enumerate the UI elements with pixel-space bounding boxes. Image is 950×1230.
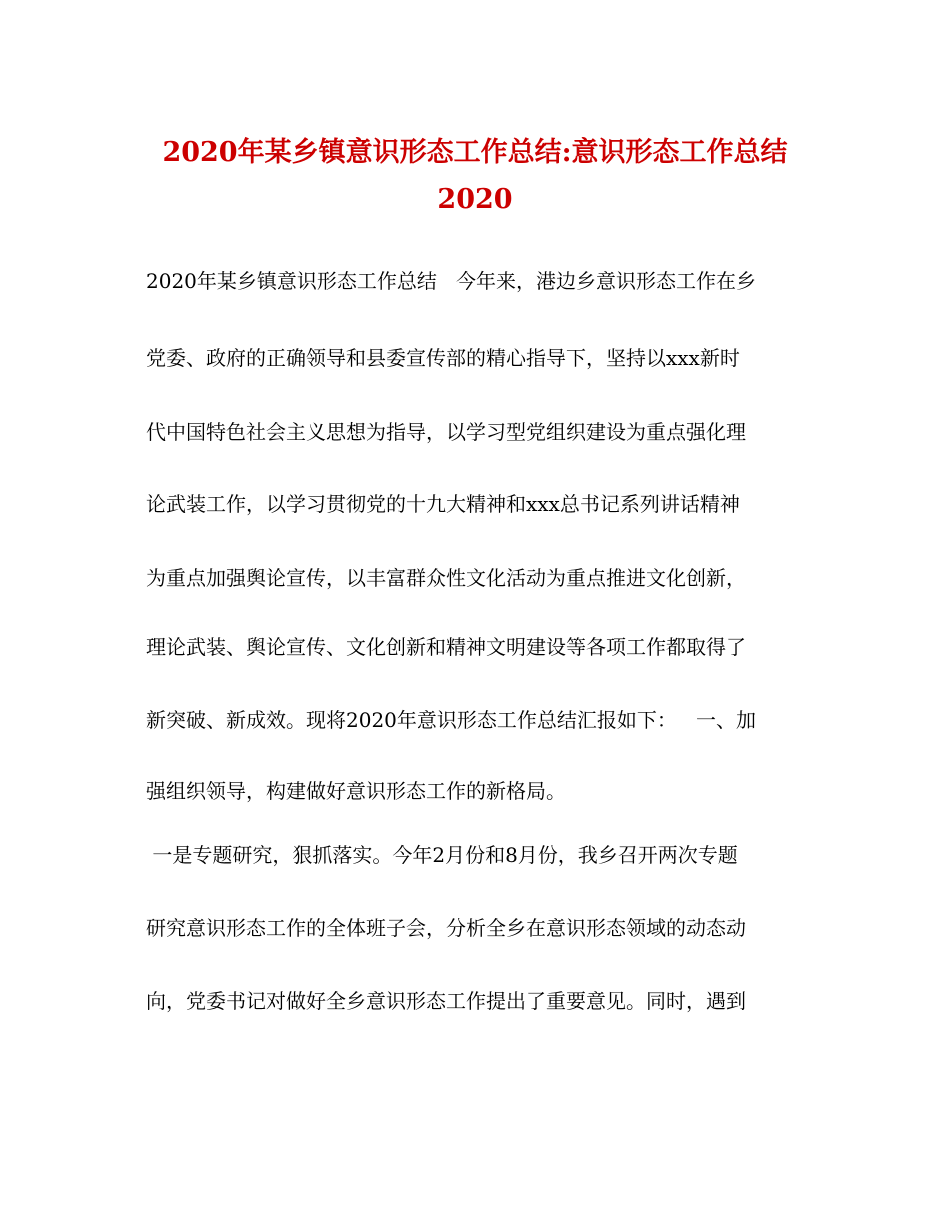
body-line: 向，党委书记对做好全乡意识形态工作提出了重要意见。同时，遇到 bbox=[146, 989, 746, 1013]
body-line: 党委、政府的正确领导和县委宣传部的精心指导下，坚持以xxx新时 bbox=[146, 346, 740, 370]
body-line: 2020年某乡镇意识形态工作总结 今年来，港边乡意识形态工作在乡 bbox=[146, 269, 756, 293]
document-title-line-2: 2020 bbox=[437, 184, 513, 215]
body-line: 代中国特色社会主义思想为指导，以学习型党组织建设为重点强化理 bbox=[146, 420, 746, 444]
body-line: 理论武装、舆论宣传、文化创新和精神文明建设等各项工作都取得了 bbox=[146, 635, 746, 659]
body-line: 为重点加强舆论宣传，以丰富群众性文化活动为重点推进文化创新， bbox=[146, 566, 746, 590]
body-line: 强组织领导，构建做好意识形态工作的新格局。 bbox=[146, 779, 566, 803]
body-line: 新突破、新成效。现将2020年意识形态工作总结汇报如下： 一、加 bbox=[146, 708, 756, 732]
body-line: 研究意识形态工作的全体班子会，分析全乡在意识形态领域的动态动 bbox=[146, 916, 746, 940]
body-line: 论武装工作，以学习贯彻党的十九大精神和xxx总书记系列讲话精神 bbox=[146, 492, 740, 516]
body-line: 一是专题研究，狠抓落实。今年2月份和8月份，我乡召开两次专题 bbox=[146, 843, 738, 867]
document-title-line-1: 2020年某乡镇意识形态工作总结:意识形态工作总结 bbox=[162, 137, 788, 168]
